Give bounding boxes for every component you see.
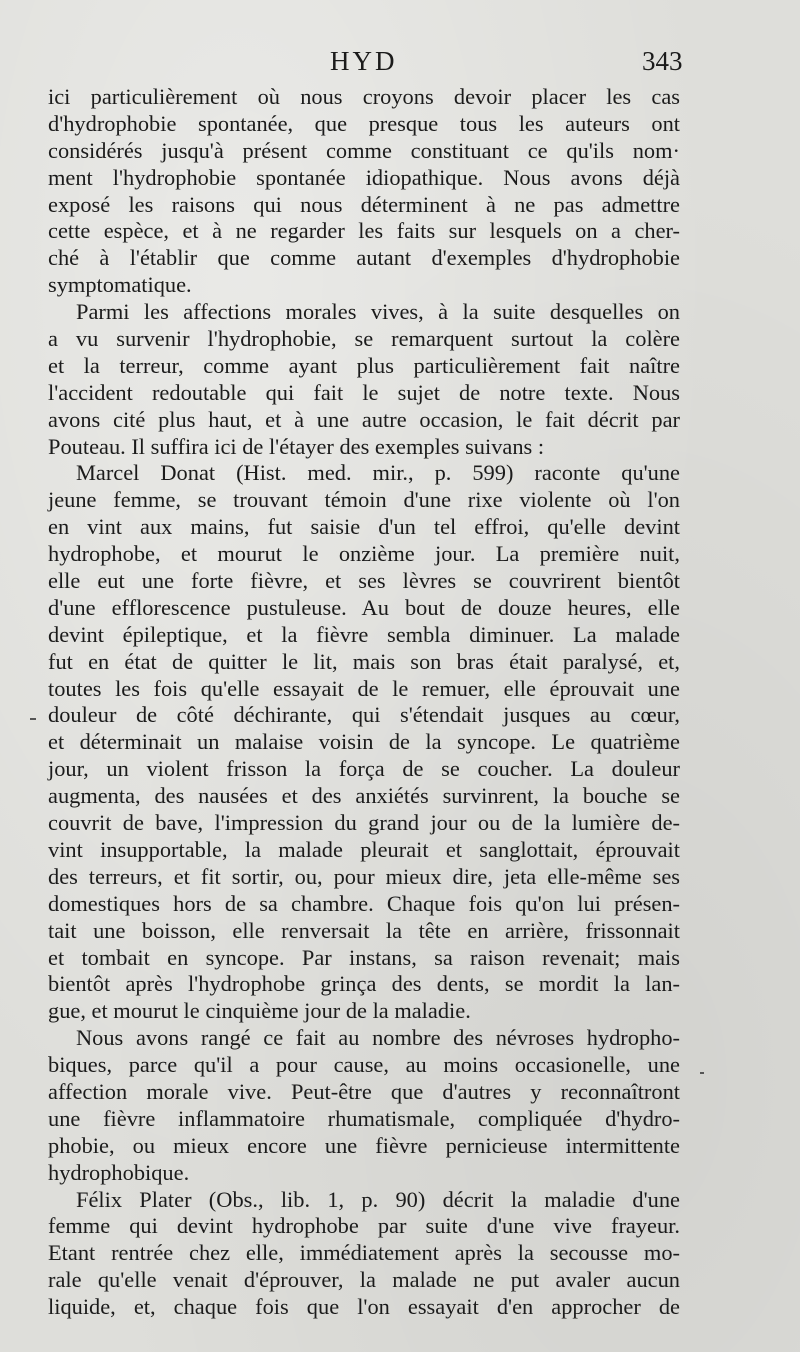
text-line: l'accident redoutable qui fait le sujet de notre texte. Nous <box>48 379 680 405</box>
text-line: vint insupportable, la malade pleurait et sanglottait, éprouvait <box>48 836 680 862</box>
text-line: jour, un violent frisson la força de se coucher. La douleur <box>48 756 680 782</box>
text-line: domestiques hors de sa chambre. Chaque fois qu'on lui présen- <box>48 890 680 916</box>
text-line: une fièvre inflammatoire rhumatismale, compliquée d'hydro- <box>48 1105 680 1131</box>
paragraph-start-line: Nous avons rangé ce fait au nombre des névroses hydropho- <box>76 1025 680 1051</box>
text-line: et la terreur, comme ayant plus particulièrement fait naître <box>48 352 680 378</box>
text-line: femme qui devint hydrophobe par suite d'une vive frayeur. <box>48 1213 680 1239</box>
text-line: jeune femme, se trouvant témoin d'une rixe violente où l'on <box>48 487 680 513</box>
text-line: Etant rentrée chez elle, immédiatement après la secousse mo- <box>48 1240 680 1266</box>
text-line: couvrit de bave, l'impression du grand jour ou de la lumière de- <box>48 810 680 836</box>
text-line: considérés jusqu'à présent comme constituant ce qu'ils nom· <box>48 137 680 163</box>
text-line: d'hydrophobie spontanée, que presque tous les auteurs ont <box>48 110 680 136</box>
text-line: hydrophobique. <box>48 1159 190 1185</box>
paragraph-start-line: Marcel Donat (Hist. med. mir., p. 599) raconte qu'une <box>76 460 680 486</box>
text-line: toutes les fois qu'elle essayait de le remuer, elle éprouvait une <box>48 675 680 701</box>
text-line: et déterminait un malaise voisin de la syncope. Le quatrième <box>48 729 680 755</box>
page-header <box>0 46 800 82</box>
text-line: ici particulièrement où nous croyons devoir placer les cas <box>48 84 680 109</box>
text-line: bientôt après l'hydrophobe grinça des dents, se mordit la lan- <box>48 971 680 997</box>
text-line: d'une efflorescence pustuleuse. Au bout de douze heures, elle <box>48 594 680 620</box>
text-line: elle eut une forte fièvre, et ses lèvres se couvrirent bientôt <box>48 568 680 594</box>
text-line: Pouteau. Il suffira ici de l'étayer des exemples suivans : <box>48 433 545 459</box>
text-line: exposé les raisons qui nous déterminent à ne pas admettre <box>48 191 680 217</box>
text-line: en vint aux mains, fut saisie d'un tel effroi, qu'elle devint <box>48 514 680 540</box>
text-line: des terreurs, et fit sortir, ou, pour mieux dire, jeta elle-même ses <box>48 863 680 889</box>
text-line: cette espèce, et à ne regarder les faits sur lesquels on a cher- <box>48 218 680 244</box>
text-line: gue, et mourut le cinquième jour de la maladie. <box>48 998 471 1024</box>
text-line: douleur de côté déchirante, qui s'étendait jusques au cœur, <box>48 702 680 728</box>
text-line: tait une boisson, elle renversait la tête en arrière, frissonnait <box>48 917 680 943</box>
text-line: liquide, et, chaque fois que l'on essayait d'en approcher de <box>48 1294 680 1320</box>
text-line: ché à l'établir que comme autant d'exemples d'hydrophobie <box>48 245 680 271</box>
text-line: hydrophobe, et mourut le onzième jour. La première nuit, <box>48 541 680 567</box>
text-line: ment l'hydrophobie spontanée idiopathique. Nous avons déjà <box>48 164 680 190</box>
text-line: augmenta, des nausées et des anxiétés survinrent, la bouche se <box>48 783 680 809</box>
running-head: HYD <box>330 46 398 76</box>
paragraph-start-line: Parmi les affections morales vives, à la suite desquelles on <box>76 299 680 325</box>
text-line: et tombait en syncope. Par instans, sa raison revenait; mais <box>48 944 680 970</box>
paragraph-start-line: Félix Plater (Obs., lib. 1, p. 90) décrit la maladie d'une <box>76 1186 680 1212</box>
body-text <box>48 84 680 1321</box>
text-line: rale qu'elle venait d'éprouver, la malade ne put avaler aucun <box>48 1267 680 1293</box>
text-line: symptomatique. <box>48 272 192 298</box>
margin-mark <box>30 718 36 720</box>
text-line: avons cité plus haut, et à une autre occasion, le fait décrit par <box>48 406 680 432</box>
text-line: a vu survenir l'hydrophobie, se remarquent surtout la colère <box>48 326 680 352</box>
text-line: biques, parce qu'il a pour cause, au moins occasionelle, une <box>48 1052 680 1078</box>
text-line: phobie, ou mieux encore une fièvre pernicieuse intermittente <box>48 1132 680 1158</box>
page-number: 343 <box>642 46 683 76</box>
margin-mark <box>700 1072 704 1074</box>
text-line: affection morale vive. Peut-être que d'autres y reconnaîtront <box>48 1078 680 1104</box>
text-line: devint épileptique, et la fièvre sembla diminuer. La malade <box>48 621 680 647</box>
text-line: fut en état de quitter le lit, mais son bras était paralysé, et, <box>48 648 680 674</box>
